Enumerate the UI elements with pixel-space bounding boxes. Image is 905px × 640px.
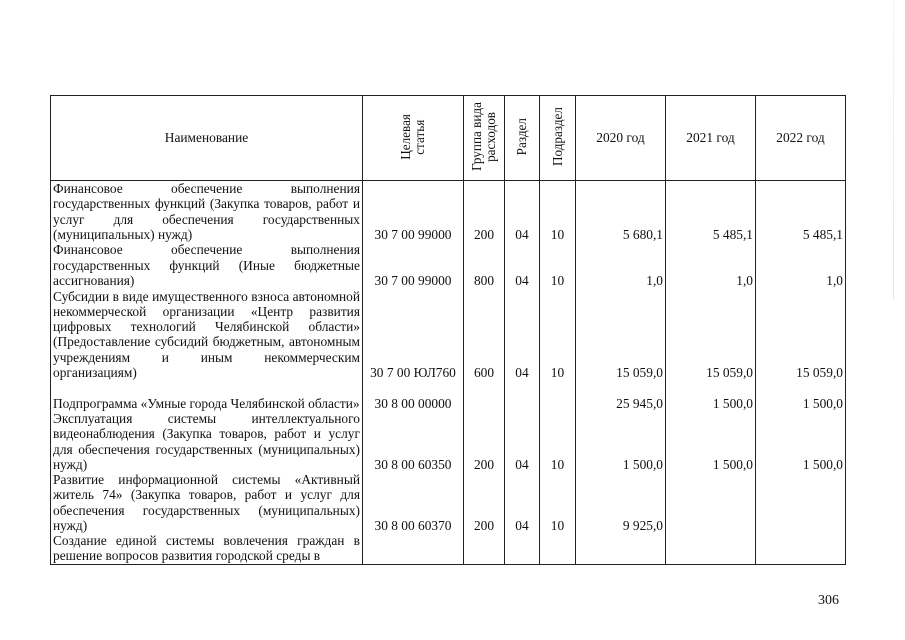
- header-expense-group: [464, 96, 505, 181]
- row-subsection: 10: [540, 181, 576, 243]
- header-year-2022: 2022 год: [756, 96, 846, 181]
- header-section: [505, 96, 540, 181]
- row-group: [464, 533, 505, 565]
- row-name: Финансовое обеспечение выполнения государственных функций (Закупка товаров, работ и услуг для обеспечения государственных (муниципальных) нужд): [51, 181, 363, 243]
- row-value-2020: 1 500,0: [576, 411, 666, 472]
- row-name: Субсидии в виде имущественного взноса автономной некоммерческой организации «Центр развития цифровых технологий Челябинской области» (Предоставление субсидий бюджетным, автономным учреждениям и иным некоммерческим организациям): [51, 288, 363, 380]
- row-section: 04: [505, 288, 540, 380]
- row-subsection: 10: [540, 288, 576, 380]
- row-section: [505, 533, 540, 565]
- row-group: 800: [464, 242, 505, 288]
- row-group: 600: [464, 288, 505, 380]
- row-value-2022: 1,0: [756, 242, 846, 288]
- header-subsection: [540, 96, 576, 181]
- row-value-2020: 1,0: [576, 242, 666, 288]
- row-code: 30 8 00 00000: [363, 380, 464, 411]
- row-group: [464, 380, 505, 411]
- row-group: 200: [464, 411, 505, 472]
- table-row: [51, 411, 846, 472]
- row-section: 04: [505, 411, 540, 472]
- header-target-article: [363, 96, 464, 181]
- row-subsection: 10: [540, 242, 576, 288]
- row-section: 04: [505, 472, 540, 533]
- row-subsection: [540, 533, 576, 565]
- row-value-2021: 15 059,0: [666, 288, 756, 380]
- row-subsection: 10: [540, 472, 576, 533]
- row-name: Развитие информационной системы «Активный житель 74» (Закупка товаров, работ и услуг для обеспечения государственных (муниципальных) нужд): [51, 472, 363, 533]
- row-value-2021: 5 485,1: [666, 181, 756, 243]
- row-code: 30 7 00 99000: [363, 242, 464, 288]
- row-value-2020: 5 680,1: [576, 181, 666, 243]
- row-code: 30 8 00 60350: [363, 411, 464, 472]
- row-value-2022: [756, 472, 846, 533]
- row-section: 04: [505, 181, 540, 243]
- row-name: Финансовое обеспечение выполнения государственных функций (Иные бюджетные ассигнования): [51, 242, 363, 288]
- row-value-2021: [666, 533, 756, 565]
- header-name: Наименование: [51, 96, 363, 181]
- table-row: [51, 533, 846, 565]
- row-name: Эксплуатация системы интеллектуального видеонаблюдения (Закупка товаров, работ и услуг для обеспечения государственных (муниципальных) нужд): [51, 411, 363, 472]
- row-code: 30 8 00 60370: [363, 472, 464, 533]
- row-value-2022: 1 500,0: [756, 411, 846, 472]
- row-value-2020: 15 059,0: [576, 288, 666, 380]
- row-section: 04: [505, 242, 540, 288]
- table-row: [51, 380, 846, 411]
- row-subsection: 10: [540, 411, 576, 472]
- row-value-2020: 25 945,0: [576, 380, 666, 411]
- row-value-2022: 15 059,0: [756, 288, 846, 380]
- row-code: [363, 533, 464, 565]
- header-target-article-text: Целевая статья: [398, 113, 427, 160]
- scan-edge-mark: [893, 0, 894, 300]
- page-number: 306: [818, 593, 839, 608]
- header-subsection-text: Подраздел: [549, 106, 565, 166]
- table-row: [51, 288, 846, 380]
- row-group: 200: [464, 472, 505, 533]
- row-code: 30 7 00 99000: [363, 181, 464, 243]
- row-value-2021: [666, 472, 756, 533]
- table-header-row: [51, 96, 846, 181]
- row-value-2022: [756, 533, 846, 565]
- row-value-2022: 5 485,1: [756, 181, 846, 243]
- table-row: [51, 242, 846, 288]
- row-value-2021: 1 500,0: [666, 380, 756, 411]
- header-section-text: Раздел: [514, 117, 529, 156]
- table-row: [51, 472, 846, 533]
- row-value-2020: [576, 533, 666, 565]
- row-name: Подпрограмма «Умные города Челябинской области»: [51, 380, 363, 411]
- row-section: [505, 380, 540, 411]
- header-year-2020: 2020 год: [576, 96, 666, 181]
- row-group: 200: [464, 181, 505, 243]
- header-expense-group-text: Группа вида расходов: [469, 101, 498, 171]
- budget-table: [50, 95, 846, 565]
- row-value-2021: 1 500,0: [666, 411, 756, 472]
- table-row: [51, 181, 846, 243]
- header-year-2021: 2021 год: [666, 96, 756, 181]
- row-value-2020: 9 925,0: [576, 472, 666, 533]
- row-code: 30 7 00 ЮЛ760: [363, 288, 464, 380]
- row-subsection: [540, 380, 576, 411]
- row-value-2021: 1,0: [666, 242, 756, 288]
- row-name: Создание единой системы вовлечения граждан в решение вопросов развития городской среды в: [51, 533, 363, 565]
- row-value-2022: 1 500,0: [756, 380, 846, 411]
